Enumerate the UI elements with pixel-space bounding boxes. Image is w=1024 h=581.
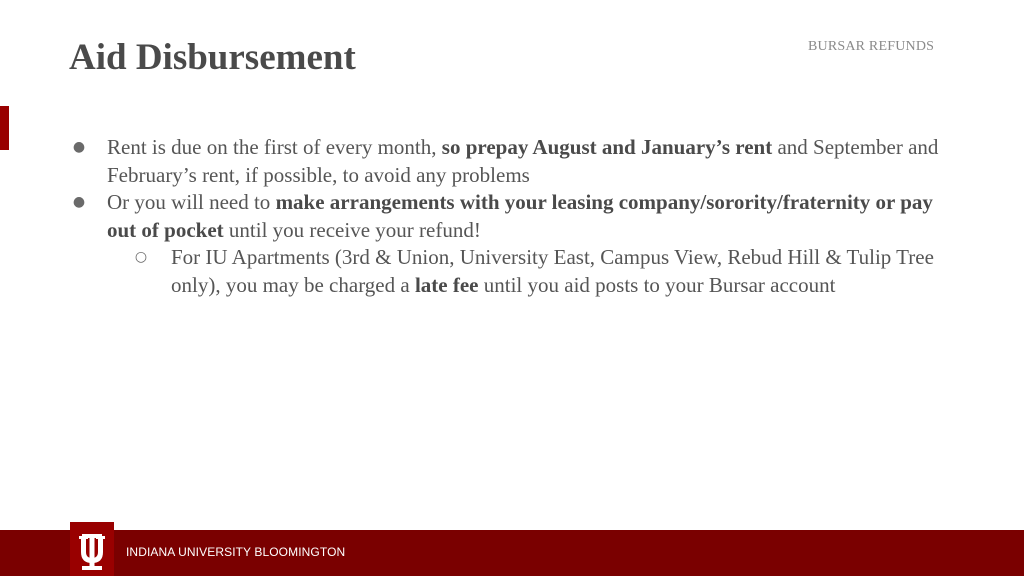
bullet-text: until you aid posts to your Bursar account [478,272,836,297]
bullet-text-bold: make arrangements with your leasing company/sorority/fraternity or pay out of pocket [107,190,933,242]
bullet-item [69,134,949,189]
bullet-text: Rent is due on the first of every month, [107,135,442,159]
iu-trident-logo-icon [70,522,114,576]
bullet-text-bold: so prepay August and January’s rent [441,135,773,159]
bullet-text-bold: late fee [414,272,479,297]
footer-bar [0,530,1024,576]
bullet-marker: ● [72,139,86,155]
bullet-item [69,189,949,244]
section-label: BURSAR REFUNDS [808,39,935,54]
slide-title: Aid Disbursement [69,37,356,78]
bullet-text: For IU Apartments (3rd & Union, University East, Campus View, Rebud Hill & Tulip Tree only), you may be charged a [171,245,934,297]
bullet-text: Or you will need to [107,190,276,214]
sub-bullet-marker: ○ [134,249,148,265]
bullet-marker: ● [72,194,86,210]
sub-bullet-item [69,244,949,299]
bullet-text: until you receive your refund! [223,217,481,242]
accent-bar [0,106,9,150]
footer-text: INDIANA UNIVERSITY BLOOMINGTON [126,545,346,559]
bullet-text: and September and February’s rent, if possible, to avoid any problems [107,135,939,187]
bullet-list [69,134,949,299]
